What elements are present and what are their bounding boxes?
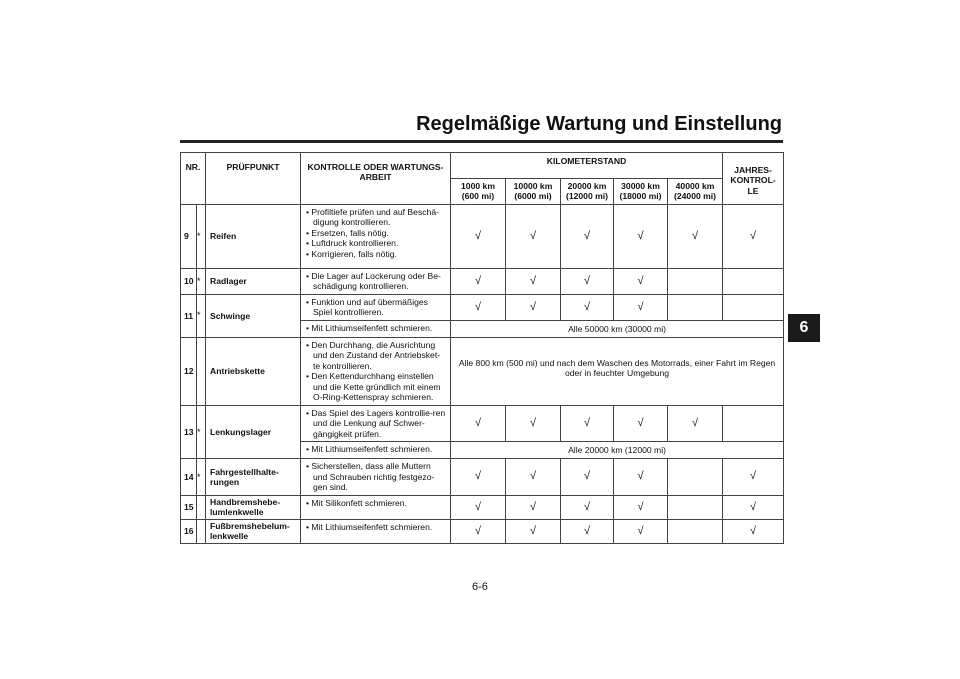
annual-check	[723, 268, 784, 294]
row-number: 9	[181, 204, 197, 268]
row-action	[301, 204, 451, 268]
check-mark: √	[506, 495, 561, 519]
row-action	[301, 442, 451, 459]
action-item: • Mit Lithiumseifenfett schmieren.	[305, 323, 447, 333]
check-mark: √	[451, 294, 506, 320]
row-action	[301, 320, 451, 337]
check-mark: √	[561, 495, 614, 519]
page-number: 6-6	[472, 581, 488, 593]
check-mark: √	[614, 268, 668, 294]
check-mark: √	[614, 459, 668, 495]
action-list	[305, 323, 447, 333]
km-label: 30000 km	[621, 181, 660, 191]
check-mark: √	[506, 204, 561, 268]
action-list	[305, 271, 447, 292]
check-mark: √	[561, 459, 614, 495]
check-mark: √	[614, 294, 668, 320]
check-mark: √	[451, 459, 506, 495]
row-action	[301, 459, 451, 495]
check-mark: √	[506, 294, 561, 320]
row-item: Schwinge	[206, 294, 301, 337]
check-mark: √	[451, 268, 506, 294]
action-list	[305, 297, 447, 318]
check-mark: √	[614, 519, 668, 543]
row-action	[301, 294, 451, 320]
row-star: *	[197, 294, 206, 337]
check-mark: √	[561, 294, 614, 320]
row-action	[301, 405, 451, 441]
action-list	[305, 461, 447, 492]
check-mark: √	[668, 204, 723, 268]
check-mark	[668, 294, 723, 320]
check-mark: √	[506, 268, 561, 294]
check-mark: √	[451, 519, 506, 543]
annual-check	[723, 405, 784, 441]
check-mark	[668, 459, 723, 495]
row-number: 11	[181, 294, 197, 337]
header-km-2	[506, 179, 561, 205]
action-item: • Luftdruck kontrollieren.	[305, 238, 447, 248]
row-number: 12	[181, 337, 197, 405]
header-jahreskontrolle: JAHRES-KONTROL-LE	[723, 153, 784, 205]
header-kilometerstand: KILOMETERSTAND	[451, 153, 723, 179]
action-item: • Die Lager auf Lockerung oder Be-schädigung kontrollieren.	[305, 271, 447, 292]
header-km-3	[561, 179, 614, 205]
check-mark	[668, 268, 723, 294]
row-item: Handbremshebe-lumlenkwelle	[206, 495, 301, 519]
table-row	[181, 519, 784, 543]
check-mark: √	[561, 405, 614, 441]
action-list	[305, 207, 447, 259]
row-number: 16	[181, 519, 197, 543]
row-item: Radlager	[206, 268, 301, 294]
check-mark: √	[614, 495, 668, 519]
annual-check: √	[723, 495, 784, 519]
row-star	[197, 519, 206, 543]
action-list	[305, 522, 447, 532]
row-item: Reifen	[206, 204, 301, 268]
mi-label: (6000 mi)	[514, 191, 552, 202]
table-row	[181, 268, 784, 294]
row-number: 15	[181, 495, 197, 519]
action-item: • Sicherstellen, dass alle Muttern und Schrauben richtig festgezo-gen sind.	[305, 461, 447, 492]
header-km-1	[451, 179, 506, 205]
check-mark: √	[506, 405, 561, 441]
action-item: • Mit Silikonfett schmieren.	[305, 498, 447, 508]
check-mark: √	[506, 459, 561, 495]
table-row	[181, 459, 784, 495]
action-item: • Den Kettendurchhang einstellen und die Kette gründlich mit einem O-Ring-Kettenspray schmieren.	[305, 371, 447, 402]
check-mark: √	[614, 204, 668, 268]
header-km-4	[614, 179, 668, 205]
check-mark: √	[506, 519, 561, 543]
check-mark	[668, 519, 723, 543]
km-label: 40000 km	[675, 181, 715, 191]
action-item: • Den Durchhang, die Ausrichtung und den Zustand der Antriebsket-te kontrollieren.	[305, 340, 447, 371]
row-star	[197, 337, 206, 405]
table-body	[181, 204, 784, 543]
check-mark: √	[561, 519, 614, 543]
check-mark: √	[561, 268, 614, 294]
km-label: 10000 km	[513, 181, 553, 191]
table-row	[181, 495, 784, 519]
check-mark: √	[668, 405, 723, 441]
action-item: • Mit Lithiumseifenfett schmieren.	[305, 444, 447, 454]
annual-check: √	[723, 519, 784, 543]
table-row	[181, 405, 784, 441]
row-action	[301, 519, 451, 543]
check-mark: √	[614, 405, 668, 441]
action-item: • Mit Lithiumseifenfett schmieren.	[305, 522, 447, 532]
action-item: • Profiltiefe prüfen und auf Beschä-digung kontrollieren.	[305, 207, 447, 228]
check-mark: √	[561, 204, 614, 268]
row-star: *	[197, 204, 206, 268]
km-label: 1000 km	[461, 181, 495, 191]
header-pruefpunkt: PRÜFPUNKT	[206, 153, 301, 205]
action-list	[305, 340, 447, 403]
header-km-5	[668, 179, 723, 205]
row-number: 10	[181, 268, 197, 294]
header-nr: NR.	[181, 153, 206, 205]
check-mark	[668, 495, 723, 519]
row-number: 13	[181, 405, 197, 458]
interval-text: Alle 50000 km (30000 mi)	[451, 320, 784, 337]
annual-check: √	[723, 204, 784, 268]
interval-text: Alle 800 km (500 mi) und nach dem Waschen des Motorrads, einer Fahrt im Regen oder in feuchter Umgebung	[451, 337, 784, 405]
row-action	[301, 495, 451, 519]
check-mark: √	[451, 495, 506, 519]
title-rule	[180, 140, 783, 143]
check-mark: √	[451, 204, 506, 268]
interval-text: Alle 20000 km (12000 mi)	[451, 442, 784, 459]
mi-label: (18000 mi)	[619, 191, 662, 202]
action-item: • Ersetzen, falls nötig.	[305, 228, 447, 238]
annual-check: √	[723, 459, 784, 495]
km-label: 20000 km	[567, 181, 607, 191]
row-number: 14	[181, 459, 197, 495]
row-item: Lenkungslager	[206, 405, 301, 458]
maintenance-table	[180, 152, 784, 544]
mi-label: (24000 mi)	[674, 191, 717, 202]
table-row	[181, 204, 784, 268]
header-kontrolle: KONTROLLE ODER WARTUNGS-ARBEIT	[301, 153, 451, 205]
page-title: Regelmäßige Wartung und Einstellung	[416, 113, 782, 135]
table-row	[181, 294, 784, 320]
row-item: Fahrgestellhalte-rungen	[206, 459, 301, 495]
action-item: • Das Spiel des Lagers kontrollie-ren und die Lenkung auf Schwer-gängigkeit prüfen.	[305, 408, 447, 439]
row-item: Antriebskette	[206, 337, 301, 405]
chapter-tab: 6	[788, 314, 820, 342]
action-item: • Korrigieren, falls nötig.	[305, 249, 447, 259]
action-list	[305, 408, 447, 439]
table-row	[181, 337, 784, 405]
mi-label: (12000 mi)	[565, 191, 609, 202]
action-item: • Funktion und auf übermäßiges Spiel kontrollieren.	[305, 297, 447, 318]
check-mark: √	[451, 405, 506, 441]
row-star: *	[197, 268, 206, 294]
mi-label: (600 mi)	[461, 191, 495, 202]
action-list	[305, 444, 447, 454]
action-list	[305, 498, 447, 508]
row-item: Fußbremshebelum-lenkwelle	[206, 519, 301, 543]
row-star	[197, 495, 206, 519]
annual-check	[723, 294, 784, 320]
row-action	[301, 337, 451, 405]
row-action	[301, 268, 451, 294]
row-star: *	[197, 459, 206, 495]
row-star: *	[197, 405, 206, 458]
